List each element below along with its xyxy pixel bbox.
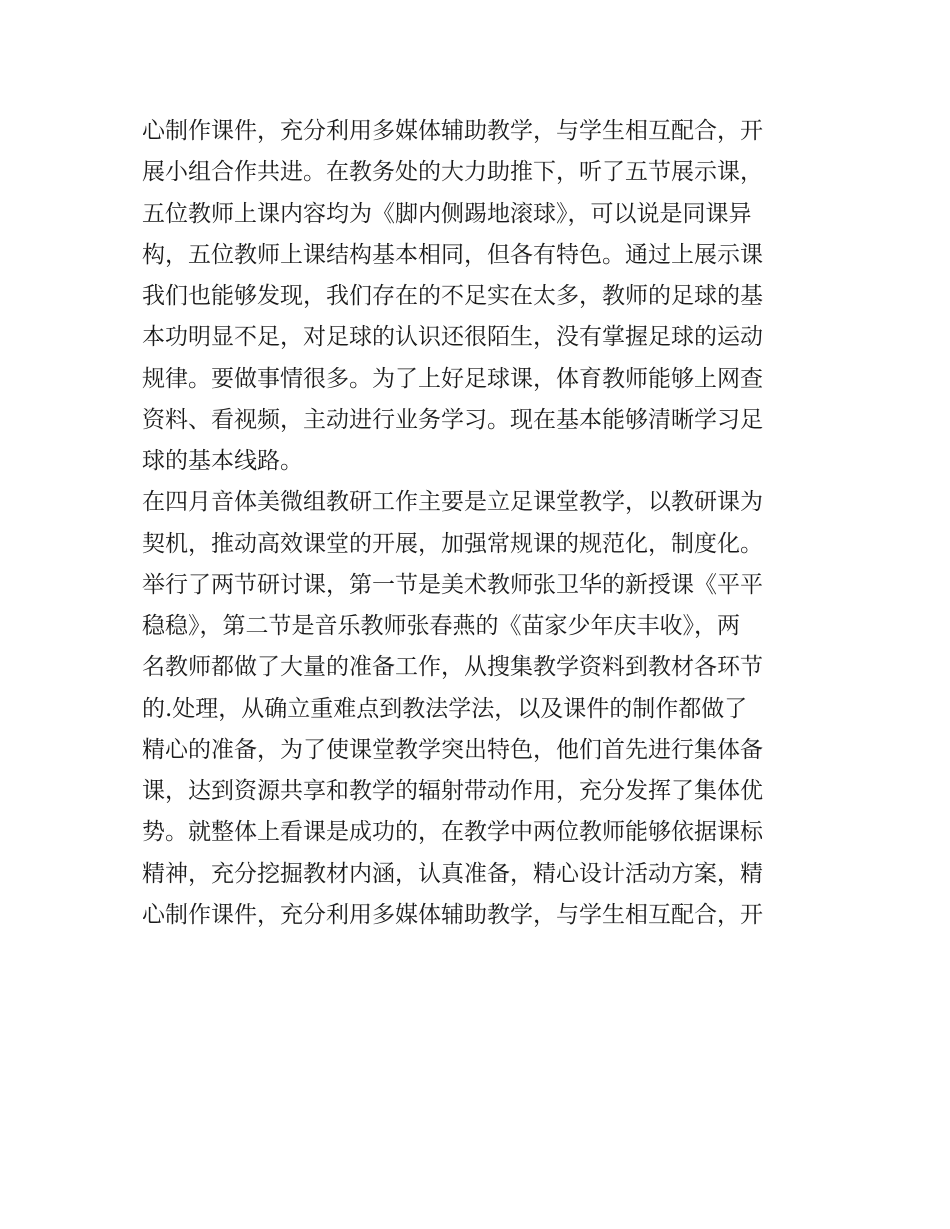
text-line: 心制作课件，充分利用多媒体辅助教学，与学生相互配合，开: [142, 118, 763, 144]
text-line: 规律。要做事情很多。为了上好足球课，体育教师能够上网查: [142, 365, 763, 392]
body-text: [142, 111, 822, 936]
text-line: 课，达到资源共享和教学的辐射带动作用，充分发挥了集体优: [142, 778, 763, 804]
text-line: 的.处理，从确立重难点到教法学法，以及课件的制作都做了: [142, 695, 748, 722]
text-line: 心制作课件，充分利用多媒体辅助教学，与学生相互配合，开: [142, 901, 763, 928]
text-line: 五位教师上课内容均为《脚内侧踢地滚球》，可以说是同课异: [142, 200, 752, 227]
text-line: 展小组合作共进。在教务处的大力助推下，听了五节展示课，: [142, 159, 763, 186]
text-line: 名教师都做了大量的准备工作，从搜集教学资料到教材各环节: [142, 654, 763, 681]
text-line: 在四月音体美微组教研工作主要是立足课堂教学，以教研课为: [142, 489, 763, 516]
text-line: 构，五位教师上课结构基本相同，但各有特色。通过上展示课: [142, 241, 763, 268]
text-line: 球的基本线路。: [142, 448, 303, 474]
text-line: 举行了两节研讨课，第一节是美术教师张卫华的新授课《平平: [142, 571, 763, 598]
text-line: 精神，充分挖掘教材内涵，认真准备，精心设计活动方案，精: [142, 860, 763, 887]
text-line: 资料、看视频，主动进行业务学习。现在基本能够清晰学习足: [142, 406, 763, 433]
text-line: 势。就整体上看课是成功的，在教学中两位教师能够依据课标: [142, 819, 763, 846]
text-line: 稳稳》，第二节是音乐教师张春燕的《苗家少年庆丰收》，两: [142, 613, 740, 639]
text-line: 契机，推动高效课堂的开展，加强常规课的规范化，制度化。: [142, 530, 763, 557]
text-line: 我们也能够发现，我们存在的不足实在太多，教师的足球的基: [142, 283, 763, 309]
text-line: 精心的准备，为了使课堂教学突出特色，他们首先进行集体备: [142, 736, 763, 763]
text-line: 本功明显不足，对足球的认识还很陌生，没有掌握足球的运动: [142, 324, 763, 351]
